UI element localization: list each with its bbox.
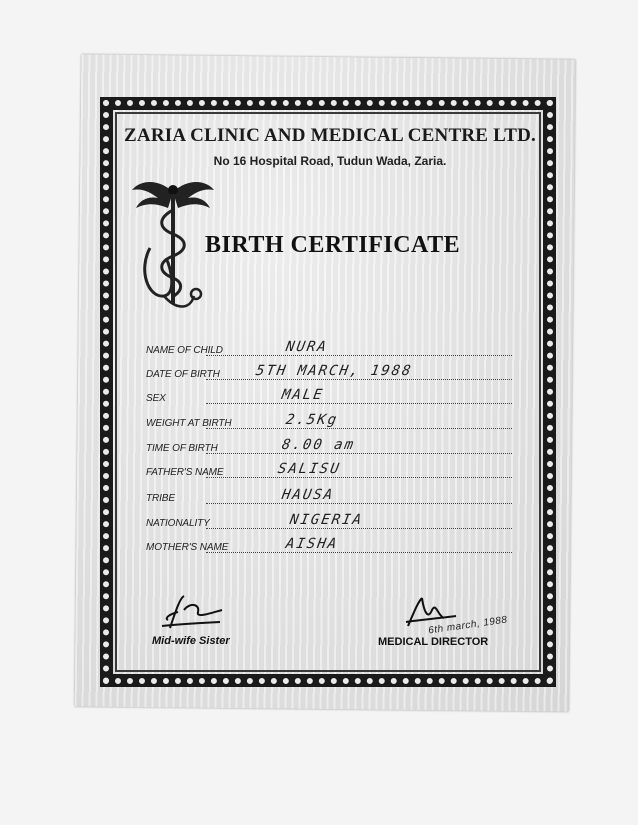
midwife-sister-label: Mid-wife Sister (152, 635, 230, 647)
dotted-line (206, 477, 512, 478)
dotted-line (206, 453, 512, 454)
field-value: 2.5Kg (284, 412, 340, 428)
field-value: NIGERIA (288, 512, 365, 528)
dotted-line (206, 552, 512, 553)
field-value: 8.00 am (280, 437, 357, 453)
certificate-title: BIRTH CERTIFICATE (205, 232, 461, 258)
field-label: NATIONALITY (146, 518, 210, 529)
dotted-line (206, 379, 512, 380)
midwife-signature (150, 590, 240, 635)
dotted-line (206, 355, 512, 356)
field-label: FATHER'S NAME (146, 467, 224, 478)
director-signature-date: 6th march, 1988 (427, 614, 509, 637)
clinic-address: No 16 Hospital Road, Tudun Wada, Zaria. (213, 154, 447, 168)
field-time-of-birth (146, 434, 512, 456)
field-value: HAUSA (280, 487, 336, 503)
field-value: 5TH MARCH, 1988 (254, 363, 414, 379)
medical-director-label: MEDICAL DIRECTOR (378, 636, 489, 648)
field-label: DATE OF BIRTH (146, 369, 220, 380)
field-sex (146, 384, 512, 406)
field-fathers-name (146, 458, 512, 480)
dotted-line (206, 428, 512, 429)
field-label: WEIGHT AT BIRTH (146, 418, 232, 429)
field-nationality (146, 509, 512, 531)
field-mothers-name (146, 533, 512, 555)
field-weight-at-birth (146, 409, 512, 431)
field-value: MALE (280, 387, 326, 403)
clinic-name: ZARIA CLINIC AND MEDICAL CENTRE LTD. (124, 125, 536, 146)
field-label: TIME OF BIRTH (146, 443, 218, 454)
dotted-line (206, 528, 512, 529)
field-label: NAME OF CHILD (146, 345, 223, 356)
field-label: SEX (146, 393, 166, 404)
dotted-line (206, 403, 512, 404)
dotted-line (206, 503, 512, 504)
field-label: TRIBE (146, 493, 175, 504)
field-value: AISHA (284, 536, 340, 552)
field-value: NURA (284, 339, 330, 355)
field-date-of-birth (146, 360, 512, 382)
field-name-of-child (146, 336, 512, 358)
field-tribe (146, 484, 512, 506)
field-value: SALISU (276, 461, 342, 477)
field-label: MOTHER'S NAME (146, 542, 229, 553)
